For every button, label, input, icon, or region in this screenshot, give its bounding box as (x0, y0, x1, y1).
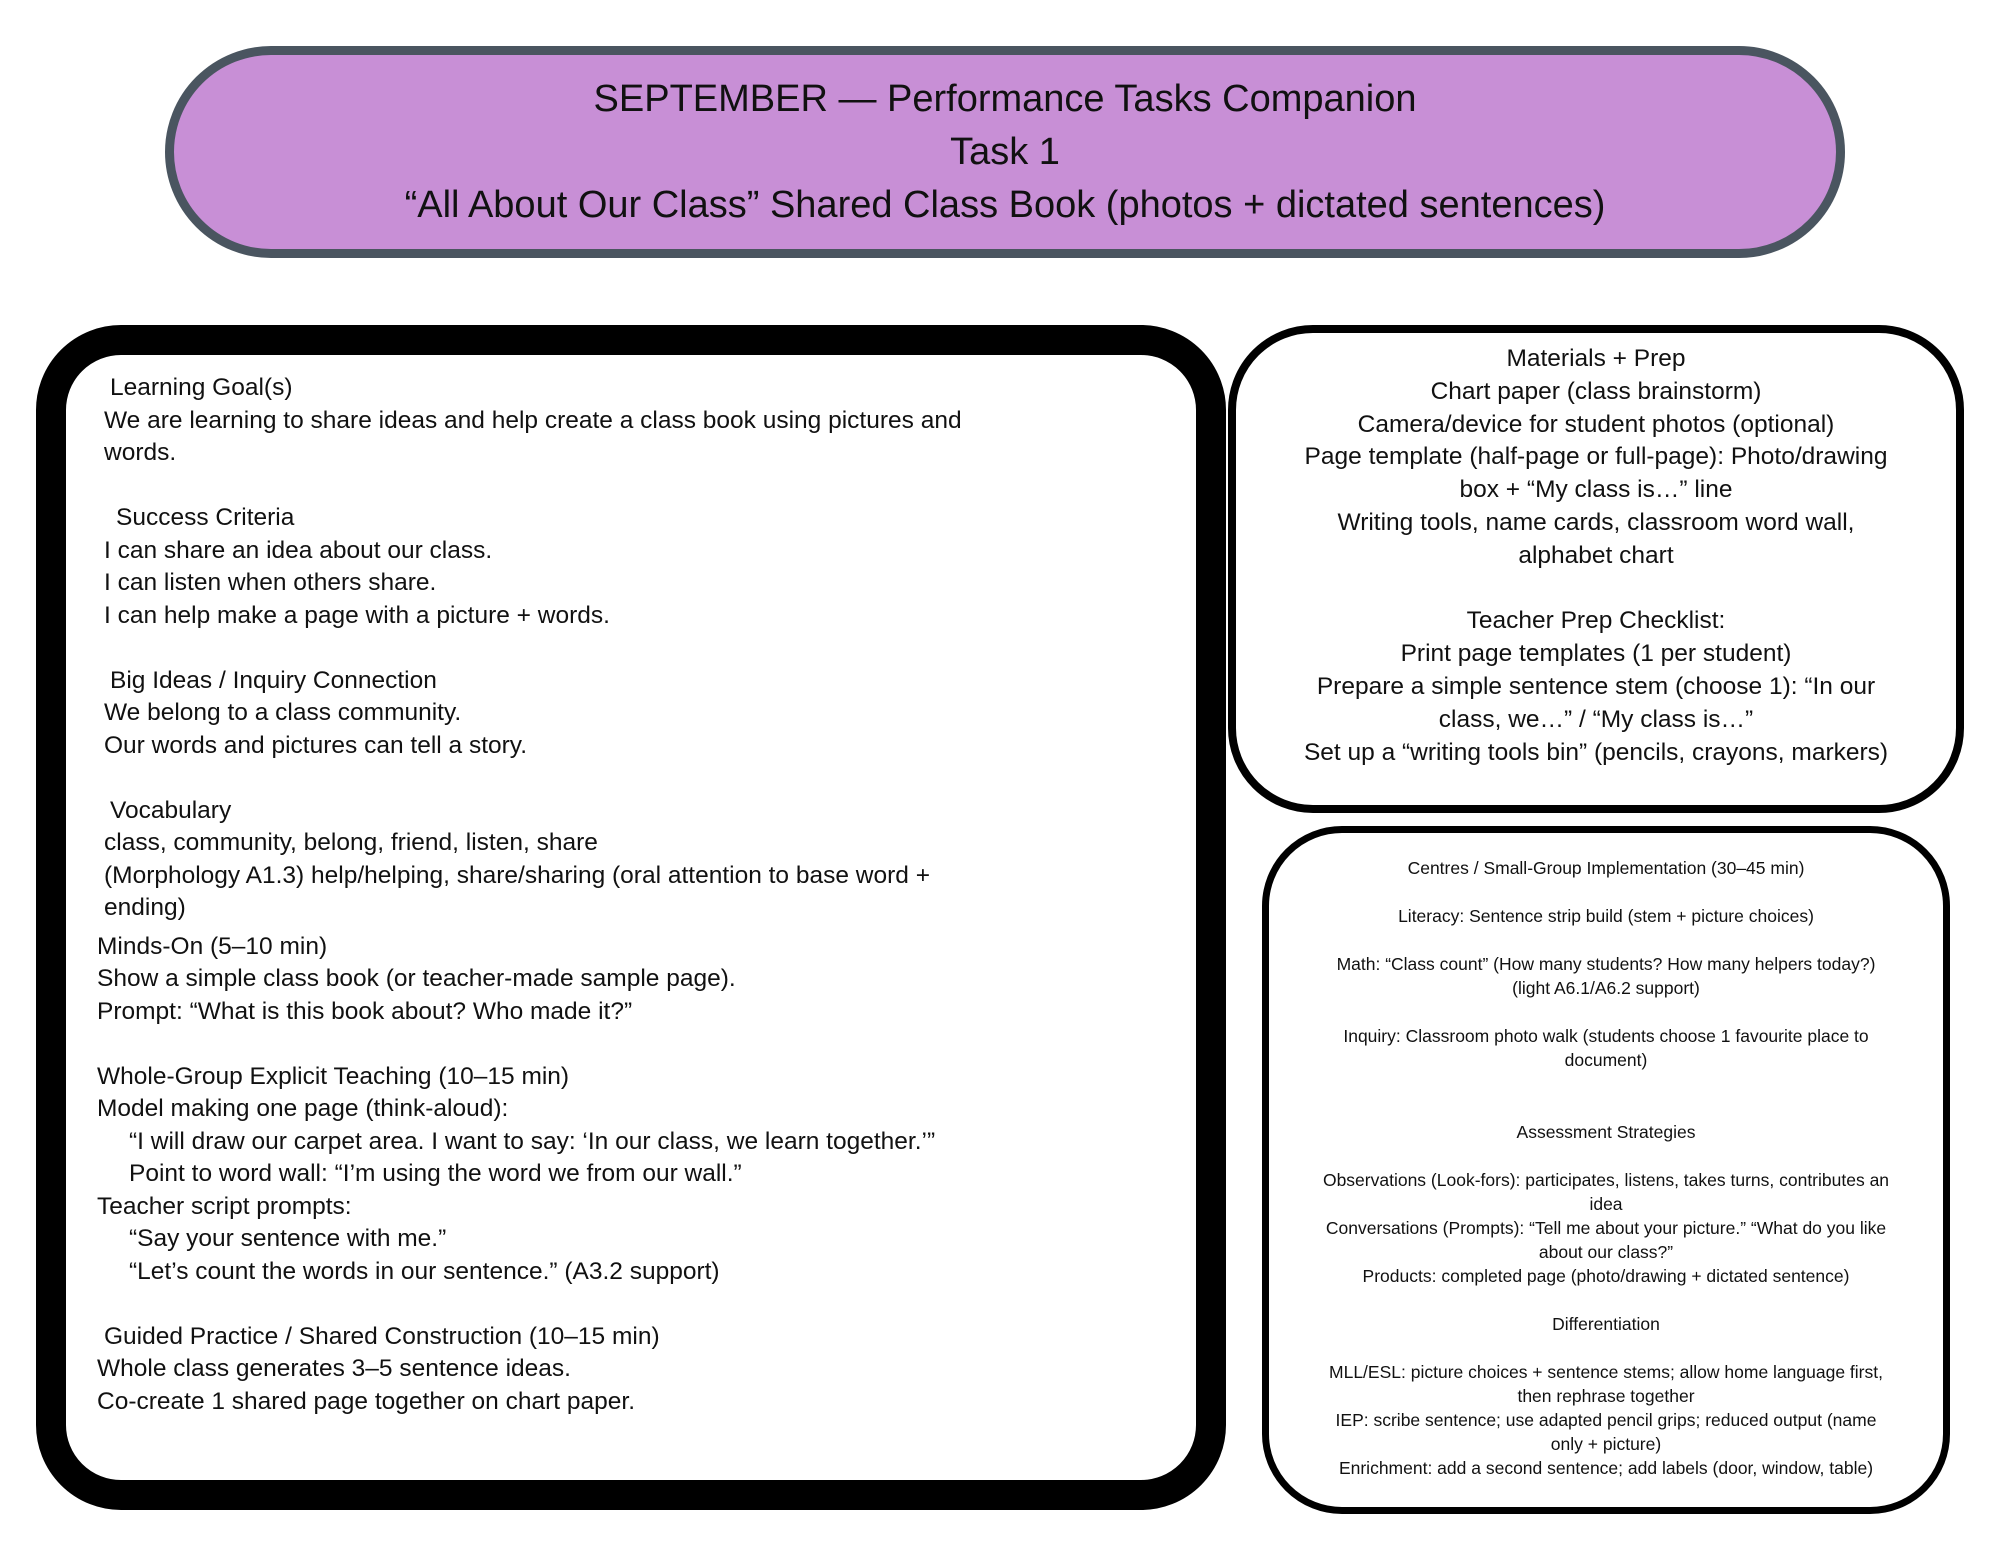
materials-item: Camera/device for student photos (optional) (1357, 410, 1835, 438)
success-criteria-item: I can listen when others share. (104, 569, 437, 596)
success-criteria-item: I can help make a page with a picture + words. (104, 601, 610, 629)
materials-item: Page template (half-page or full-page): Photo/drawing (1304, 443, 1888, 471)
differentiation-enrichment: Enrichment: add a second sentence; add labels (door, window, table) (1338, 1458, 1874, 1478)
title-banner (165, 46, 1845, 258)
learning-goal-text: We are learning to share ideas and help create a class book using pictures and (104, 406, 962, 434)
assessment-products: Products: completed page (photo/drawing + dictated sentence) (1362, 1266, 1850, 1286)
lesson-plan-content (97, 372, 1094, 1418)
prep-checklist-item: Set up a “writing tools bin” (pencils, crayons, markers) (1303, 738, 1889, 766)
morphology-note: (Morphology A1.3) help/helping, share/sharing (oral attention to base word + (104, 861, 931, 889)
prep-checklist-item: Print page templates (1 per student) (1400, 640, 1792, 668)
teacher-script-item: “Say your sentence with me.” (129, 1225, 447, 1252)
prep-checklist-heading: Teacher Prep Checklist: (1466, 607, 1726, 635)
materials-item: Writing tools, name cards, classroom word wall, (1337, 508, 1855, 536)
vocabulary-heading: Vocabulary (110, 796, 232, 824)
learning-goal-text: words. (104, 439, 177, 466)
learning-goal-heading: Learning Goal(s) (110, 374, 293, 401)
minds-on-item: Show a simple class book (or teacher-made sample page). (97, 965, 736, 992)
big-ideas-item: Our words and pictures can tell a story. (104, 731, 528, 759)
differentiation-mll: then rephrase together (1517, 1386, 1695, 1406)
guided-practice-item: Whole class generates 3–5 sentence ideas. (97, 1355, 571, 1382)
success-criteria-item: I can share an idea about our class. (104, 536, 493, 564)
title-task-name: “All About Our Class” Shared Class Book (photos + dictated sentences) (404, 183, 1606, 226)
title-month-line: SEPTEMBER — Performance Tasks Companion (593, 77, 1417, 120)
prep-checklist-item: Prepare a simple sentence stem (choose 1): “In our (1316, 672, 1876, 700)
title-task-line: Task 1 (950, 130, 1060, 173)
minds-on-item: Prompt: “What is this book about? Who made it?” (97, 997, 633, 1025)
minds-on-heading: Minds-On (5–10 min) (97, 932, 328, 960)
whole-group-model-item: Point to word wall: “I’m using the word we from our wall.” (129, 1160, 742, 1187)
whole-group-model: Model making one page (think-aloud): (97, 1095, 509, 1122)
teacher-script-heading: Teacher script prompts: (97, 1192, 352, 1220)
centres-heading: Centres / Small-Group Implementation (30–45 min) (1407, 858, 1805, 878)
assessment-conversations: Conversations (Prompts): “Tell me about your picture.” “What do you like (1325, 1218, 1887, 1238)
centre-inquiry: Inquiry: Classroom photo walk (students choose 1 favourite place to (1343, 1026, 1869, 1046)
assessment-observations: idea (1589, 1194, 1623, 1214)
centre-math: (light A6.1/A6.2 support) (1512, 978, 1700, 998)
guided-practice-heading: Guided Practice / Shared Construction (10–15 min) (104, 1322, 660, 1350)
differentiation-heading: Differentiation (1552, 1314, 1660, 1334)
centres-assessment-content (1278, 856, 1934, 1480)
morphology-note: ending) (104, 894, 186, 921)
vocabulary-list: class, community, belong, friend, listen, share (104, 829, 598, 856)
materials-content (1248, 343, 1944, 769)
assessment-observations: Observations (Look-fors): participates, listens, takes turns, contributes an (1322, 1170, 1890, 1190)
materials-item: alphabet chart (1518, 541, 1674, 569)
teacher-script-item: “Let’s count the words in our sentence.” (A3.2 support) (129, 1257, 720, 1285)
guided-practice-item: Co-create 1 shared page together on chart paper. (97, 1387, 635, 1415)
differentiation-iep: only + picture) (1550, 1434, 1662, 1454)
centre-inquiry: document) (1564, 1050, 1648, 1070)
materials-heading: Materials + Prep (1506, 345, 1686, 372)
centre-literacy: Literacy: Sentence strip build (stem + picture choices) (1398, 906, 1814, 926)
centre-math: Math: “Class count” (How many students? How many helpers today?) (1336, 954, 1876, 974)
big-ideas-heading: Big Ideas / Inquiry Connection (110, 666, 437, 694)
differentiation-iep: IEP: scribe sentence; use adapted pencil grips; reduced output (name (1335, 1410, 1877, 1430)
assessment-heading: Assessment Strategies (1516, 1122, 1696, 1142)
assessment-conversations: about our class?” (1538, 1242, 1674, 1262)
differentiation-mll: MLL/ESL: picture choices + sentence stems; allow home language first, (1329, 1362, 1883, 1382)
prep-checklist-item: class, we…” / “My class is…” (1438, 705, 1754, 733)
whole-group-heading: Whole-Group Explicit Teaching (10–15 min) (97, 1062, 570, 1090)
materials-item: box + “My class is…” line (1459, 476, 1733, 504)
whole-group-model-item: “I will draw our carpet area. I want to say: ‘In our class, we learn together.’” (129, 1127, 936, 1155)
big-ideas-item: We belong to a class community. (104, 699, 462, 726)
materials-item: Chart paper (class brainstorm) (1430, 377, 1762, 405)
success-criteria-heading: Success Criteria (116, 504, 295, 531)
